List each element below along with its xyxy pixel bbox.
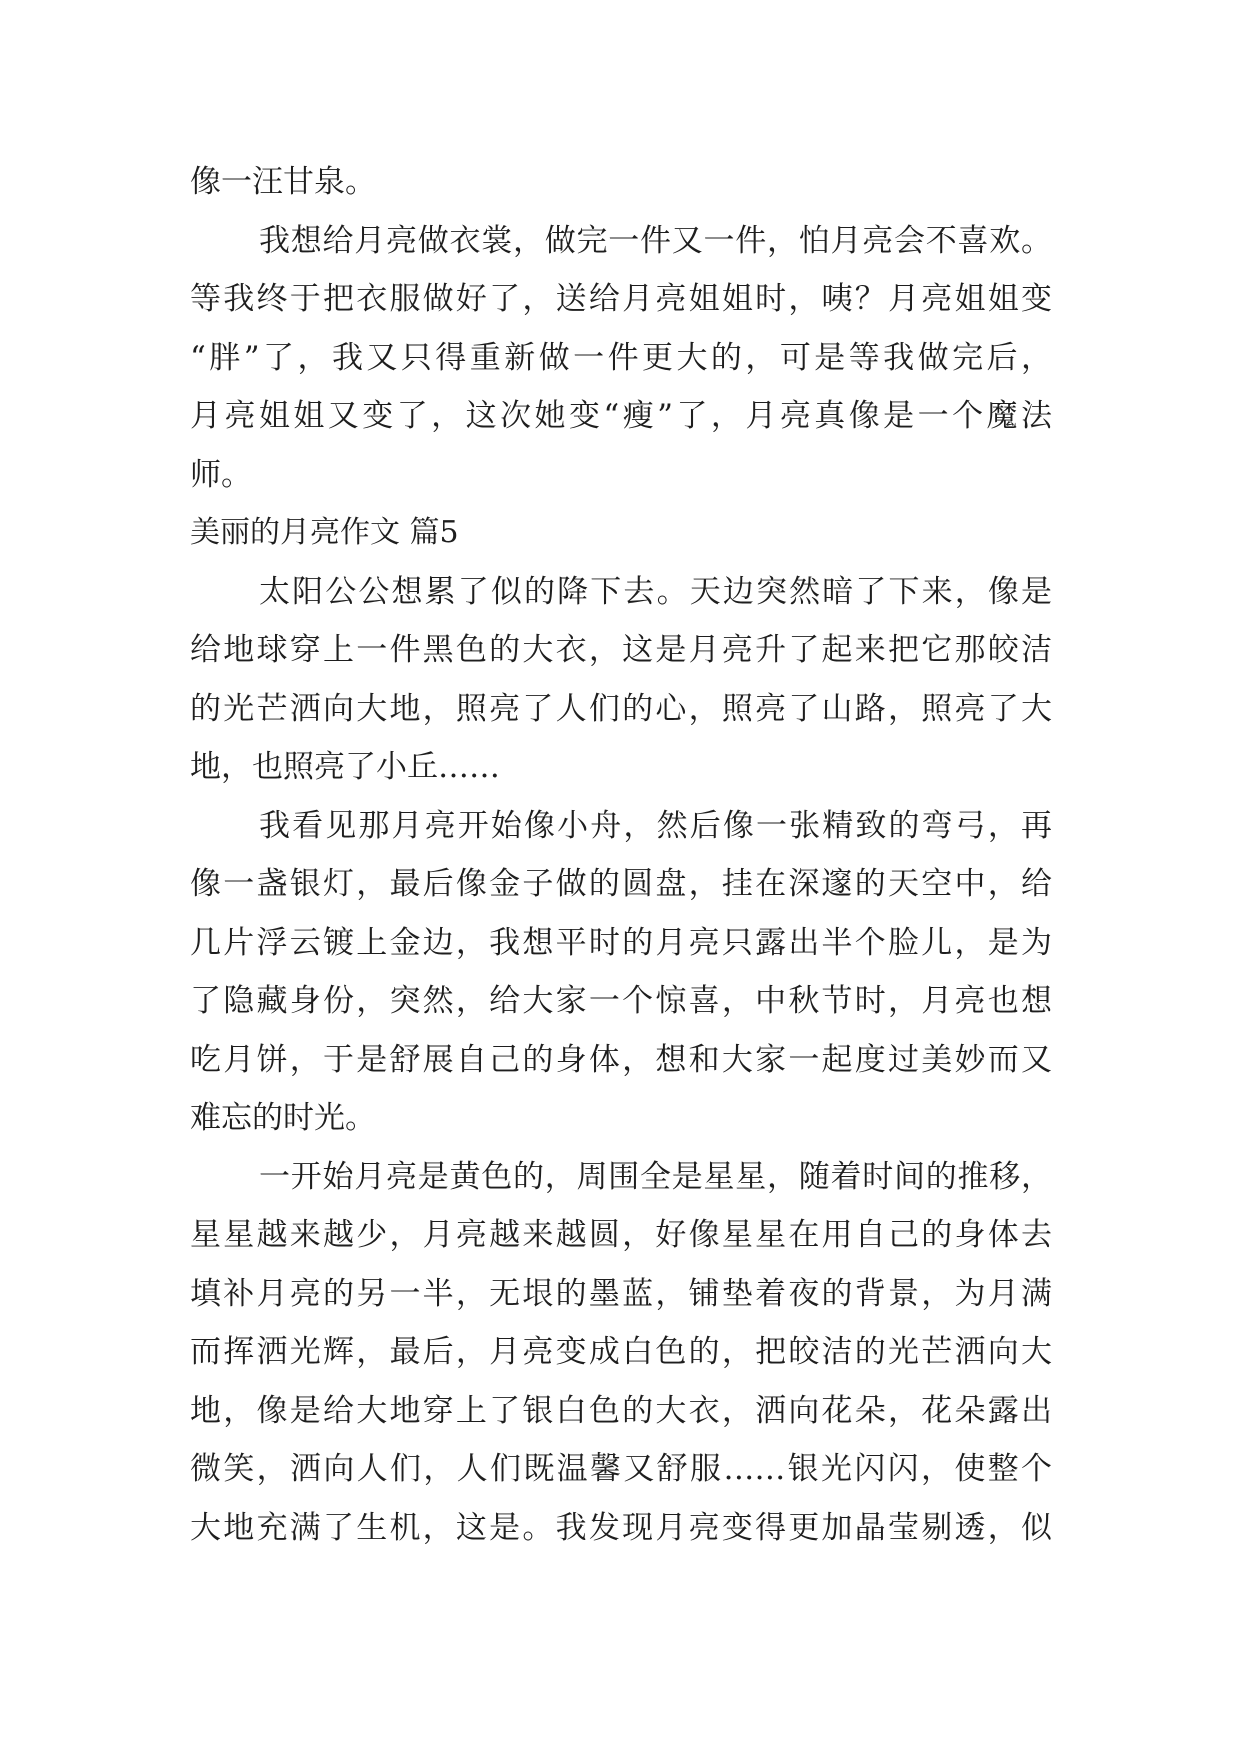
text-line: 月亮姐姐又变了，这次她变“瘦”了，月亮真像是一个魔法: [190, 398, 1052, 434]
text-line: 太阳公公想累了似的降下去。天边突然暗了下来，像是: [259, 573, 1052, 610]
text-line: 了隐藏身份，突然，给大家一个惊喜，中秋节时，月亮也想: [190, 983, 1052, 1019]
text-line: 星星越来越少，月亮越来越圆，好像星星在用自己的身体去: [190, 1217, 1052, 1253]
paragraph: [190, 797, 1052, 1148]
text-line: 地，也照亮了小丘……: [190, 749, 500, 785]
paragraph: [190, 153, 1052, 212]
text-line: 而挥洒光辉，最后，月亮变成白色的，把皎洁的光芒洒向大: [190, 1334, 1052, 1370]
document-body: [190, 153, 1052, 1557]
text-line: 我想给月亮做衣裳，做完一件又一件，怕月亮会不喜欢。: [259, 222, 1052, 259]
text-line: 大地充满了生机，这是。我发现月亮变得更加晶莹剔透，似: [190, 1509, 1052, 1546]
text-line: 我看见那月亮开始像小舟，然后像一张精致的弯弓，再: [259, 807, 1052, 844]
text-line: “胖”了，我又只得重新做一件更大的，可是等我做完后，: [190, 339, 1052, 376]
text-line: 像一汪甘泉。: [190, 164, 376, 200]
text-line: 等我终于把衣服做好了，送给月亮姐姐时，咦？月亮姐姐变: [190, 281, 1052, 317]
text-line: 吃月饼，于是舒展自己的身体，想和大家一起度过美妙而又: [190, 1041, 1052, 1078]
text-line: 几片浮云镀上金边，我想平时的月亮只露出半个脸儿，是为: [190, 924, 1052, 961]
text-line: 微笑，洒向人们，人们既温馨又舒服……银光闪闪，使整个: [190, 1451, 1052, 1487]
text-line: 填补月亮的另一半，无垠的墨蓝，铺垫着夜的背景，为月满: [190, 1275, 1052, 1312]
text-line: 师。: [190, 456, 252, 493]
text-line: 的光芒洒向大地，照亮了人们的心，照亮了山路，照亮了大: [190, 690, 1052, 727]
paragraph: [190, 212, 1052, 505]
section-heading: 美丽的月亮作文 篇5: [190, 515, 459, 550]
text-line: 地，像是给大地穿上了银白色的大衣，洒向花朵，花朵露出: [190, 1392, 1052, 1429]
paragraph: [190, 563, 1052, 797]
text-line: 给地球穿上一件黑色的大衣，这是月亮升了起来把它那皎洁: [190, 632, 1052, 668]
text-line: 一开始月亮是黄色的，周围全是星星，随着时间的推移，: [259, 1158, 1052, 1195]
paragraph: [190, 1148, 1052, 1558]
text-line: 像一盏银灯，最后像金子做的圆盘，挂在深邃的天空中，给: [190, 866, 1052, 902]
text-line: 难忘的时光。: [190, 1100, 376, 1136]
